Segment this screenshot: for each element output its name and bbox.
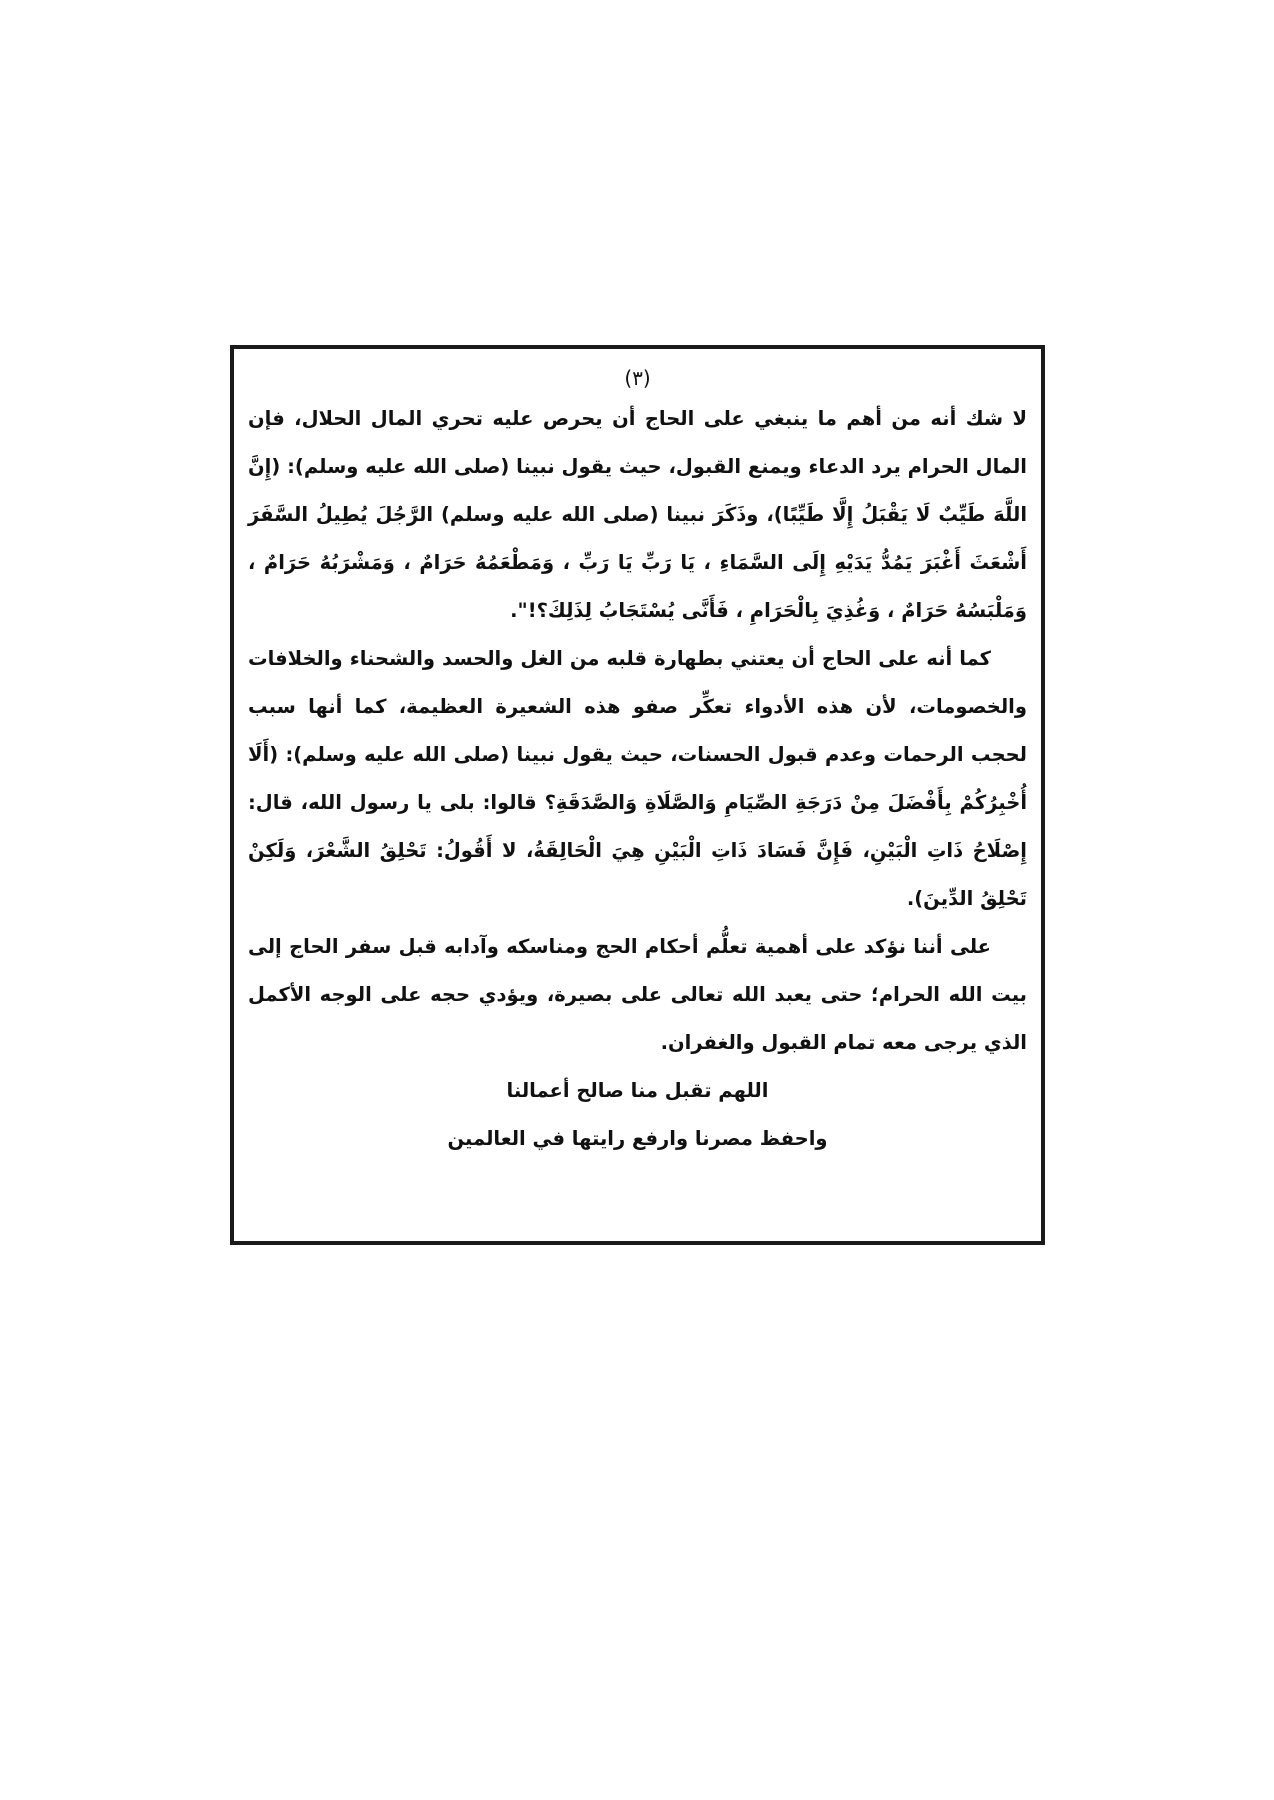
closing-prayer-line-2: واحفظ مصرنا وارفع رايتها في العالمين: [447, 1127, 828, 1150]
paragraph-learning-rituals: على أننا نؤكد على أهمية تعلُّم أحكام الحج ومناسكه وآدابه قبل سفر الحاج إلى بيت الله الحرام؛ حتى يعبد الله تعالى على بصيرة، ويؤدي حجه على الوجه الأكمل الذي يرجى معه تمام القبول والغفران.: [248, 935, 1027, 1054]
paragraph-heart-purity: كما أنه على الحاج أن يعتني بطهارة قلبه من الغل والحسد والشحناء والخلافات والخصومات، لأن هذه الأدواء تعكِّر صفو هذه الشعيرة العظيمة، كما أنها سبب لحجب الرحمات وعدم قبول الحسنات، حيث يقول نبينا (صلى الله عليه وسلم): (أَلَا أُخْبِرُكُمْ بِأَفْضَلَ مِنْ دَرَجَةِ الصِّيَامِ وَالصَّلَاةِ وَالصَّدَقَةِ؟ قالوا: بلى يا رسول الله، قال: إِصْلَاحُ ذَاتِ الْبَيْنِ، فَإِنَّ فَسَادَ ذَاتِ الْبَيْنِ هِيَ الْحَالِقَةُ، لا أَقُولُ: تَحْلِقُ الشَّعْرَ، وَلَكِنْ تَحْلِقُ الدِّينَ).: [248, 647, 1027, 910]
page-frame: [230, 345, 1045, 1245]
paragraph-halal-wealth: لا شك أنه من أهم ما ينبغي على الحاج أن يحرص عليه تحري المال الحلال، فإن المال الحرام يرد الدعاء ويمنع القبول، حيث يقول نبينا (صلى الله عليه وسلم): (إِنَّ اللَّهَ طَيِّبٌ لَا يَقْبَلُ إِلَّا طَيِّبًا)، وذَكَرَ نبينا (صلى الله عليه وسلم) الرَّجُلَ يُطِيلُ السَّفَرَ أَشْعَثَ أَغْبَرَ يَمُدُّ يَدَيْهِ إِلَى السَّمَاءِ ، يَا رَبِّ يَا رَبِّ ، وَمَطْعَمُهُ حَرَامٌ ، وَمَشْرَبُهُ حَرَامٌ ، وَمَلْبَسُهُ حَرَامٌ ، وَغُذِيَ بِالْحَرَامِ ، فَأَنَّى يُسْتَجَابُ لِذَلِكَ؟!".: [248, 407, 1027, 622]
page-content: [248, 363, 1027, 1163]
page-number: (٣): [624, 366, 651, 390]
closing-prayer-line-1: اللهم تقبل منا صالح أعمالنا: [506, 1079, 769, 1102]
